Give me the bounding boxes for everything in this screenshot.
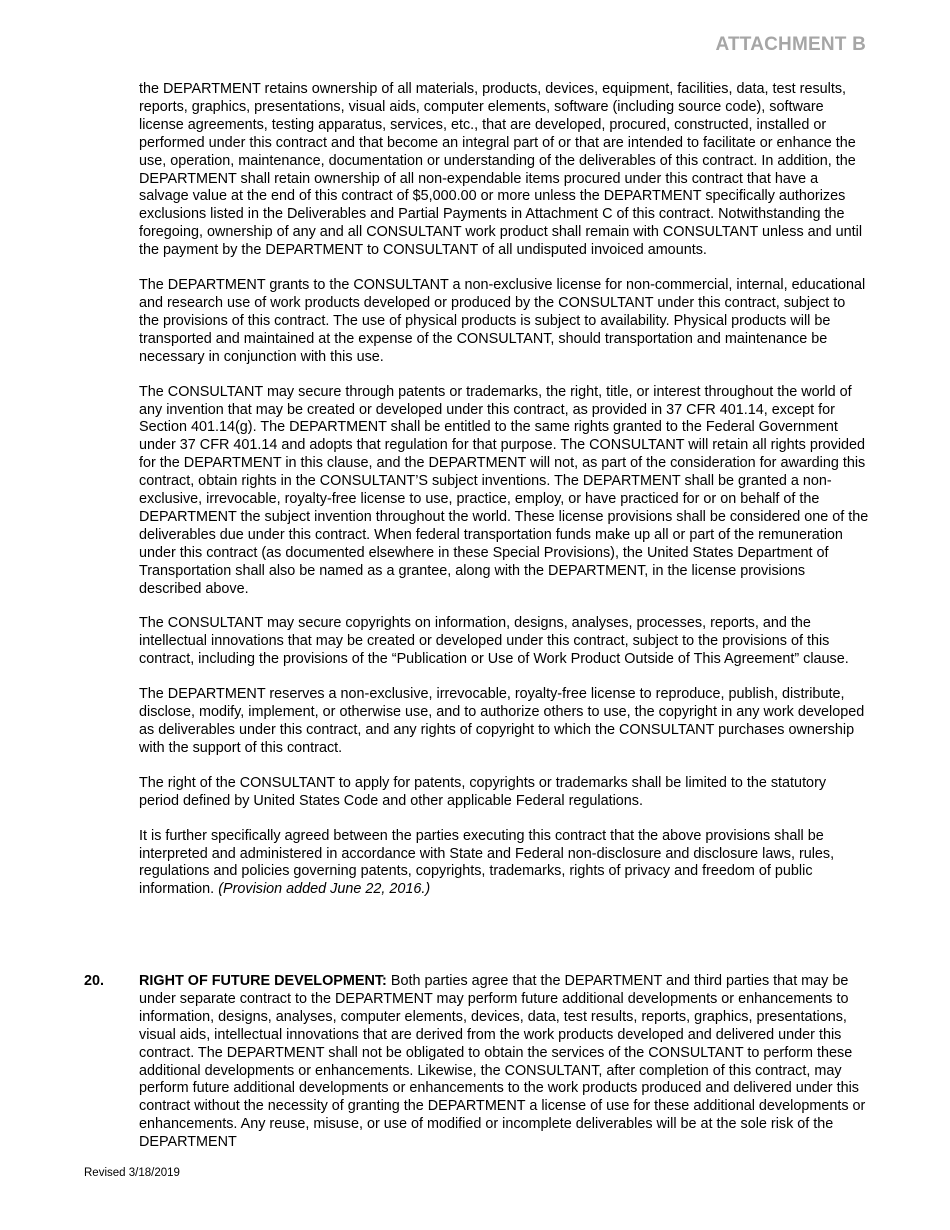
paragraph-patents: The CONSULTANT may secure through patents or trademarks, the right, title, or interest throughout the world of any invention that may be created or developed under this contract, as provided in 37 CFR 401.14, except for Section 401.14(g). The DEPARTMENT shall be entitled to the same rights granted to the Federal Government under 37 CFR 401.14 and adopts that regulation for that purpose. The CONSULTANT will retain all rights provided for the DEPARTMENT in this clause, and the DEPARTMENT will not, as part of the consideration for awarding this contract, obtain rights in the CONSULTANT’S subject inventions. The DEPARTMENT shall be granted a non-exclusive, irrevocable, royalty-free license to use, practice, employ, or have practiced for or on behalf of the DEPARTMENT the subject invention throughout the world. These license provisions shall be considered one of the deliverables due under this contract. When federal transportation funds make up all or part of the remuneration under this contract (as documented elsewhere in these Special Provisions), the United States Department of Transportation shall also be named as a grantee, along with the DEPARTMENT, in the license provisions described above. <box>139 383 869 597</box>
section-title: RIGHT OF FUTURE DEVELOPMENT: <box>139 973 387 989</box>
attachment-label: ATTACHMENT B <box>715 34 866 55</box>
paragraph-further-agreement <box>139 828 869 900</box>
provision-note: (Provision added June 22, 2016.) <box>218 881 431 898</box>
section-text: Both parties agree that the DEPARTMENT and third parties that may be under separate contract to the DEPARTMENT may perform future additional developments or enhancements to information, designs, analyses, computer elements, devices, data, test results, reports, graphics, presentations, visual aids, intellectual innovations that are derived from the work products developed and delivered under this contract. The DEPARTMENT shall not be obligated to obtain the services of the CONSULTANT to perform these additional developments or enhancements. Likewise, the CONSULTANT, after completion of this contract, may perform future additional developments or enhancements to the work products produced and delivered under this contract without the necessity of granting the DEPARTMENT a license of use for these additional developments or enhancements. Any reuse, misuse, or use of modified or incomplete deliverables will be at the sole risk of the DEPARTMENT <box>139 973 866 1151</box>
paragraph-reserved-license: The DEPARTMENT reserves a non-exclusive, irrevocable, royalty-free license to reproduce, publish, distribute, disclose, modify, implement, or otherwise use, and to authorize others to use, the copyright in any work developed as deliverables under this contract, and any rights of copyright to which the CONSULTANT purchases ownership with the support of this contract. <box>139 686 865 756</box>
paragraph-statutory-period: The right of the CONSULTANT to apply for patents, copyrights or trademarks shall be limited to the statutory period defined by United States Code and other applicable Federal regulations. <box>139 774 827 809</box>
section-20 <box>84 973 869 1152</box>
section-number: 20. <box>84 973 105 989</box>
paragraph-license-grant: The DEPARTMENT grants to the CONSULTANT a non-exclusive license for non-commercial, internal, educational and research use of work products developed or produced by the CONSULTANT under this contract, subject to the provisions of this contract. The use of physical products is subject to availability. Physical products will be transported and maintained at the expense of the CONSULTANT, should transportation and maintenance be necessary in conjunction with this use. <box>139 277 866 365</box>
revision-footer: Revised 3/18/2019 <box>84 1167 180 1179</box>
paragraph-copyrights: The CONSULTANT may secure copyrights on information, designs, analyses, processes, reports, and the intellectual innovations that may be created or developed under this contract, subject to the provisions of this contract, including the provisions of the “Publication or Use of Work Product Outside of This Agreement” clause. <box>139 615 849 668</box>
paragraph-ownership: the DEPARTMENT retains ownership of all materials, products, devices, equipment, facilities, data, test results, reports, graphics, presentations, visual aids, computer elements, software (including source code), software license agreements, testing apparatus, services, etc., that are developed, procured, constructed, installed or performed under this contract and that become an integral part of or that are intended to facilitate or enhance the use, operation, maintenance, documentation or understanding of the deliverables of this contract. In addition, the DEPARTMENT shall retain ownership of all non-expendable items procured under this contract that have a salvage value at the end of this contract of $5,000.00 or more unless the DEPARTMENT specifically authorizes exclusions listed in the Deliverables and Partial Payments in Attachment C of this contract. Notwithstanding the foregoing, ownership of any and all CONSULTANT work product shall remain with CONSULTANT unless and until the payment by the DEPARTMENT to CONSULTANT of all undisputed invoiced amounts. <box>139 81 863 259</box>
document-body <box>139 81 869 916</box>
section-body <box>139 973 869 1152</box>
further-agreement-text: It is further specifically agreed between the parties executing this contract that the above provisions shall be interpreted and administered in accordance with State and Federal non-disclosure and disclosure laws, rules, regulations and policies governing patents, copyrights, trademarks, rights of privacy and freedom of public information. <box>139 827 835 898</box>
